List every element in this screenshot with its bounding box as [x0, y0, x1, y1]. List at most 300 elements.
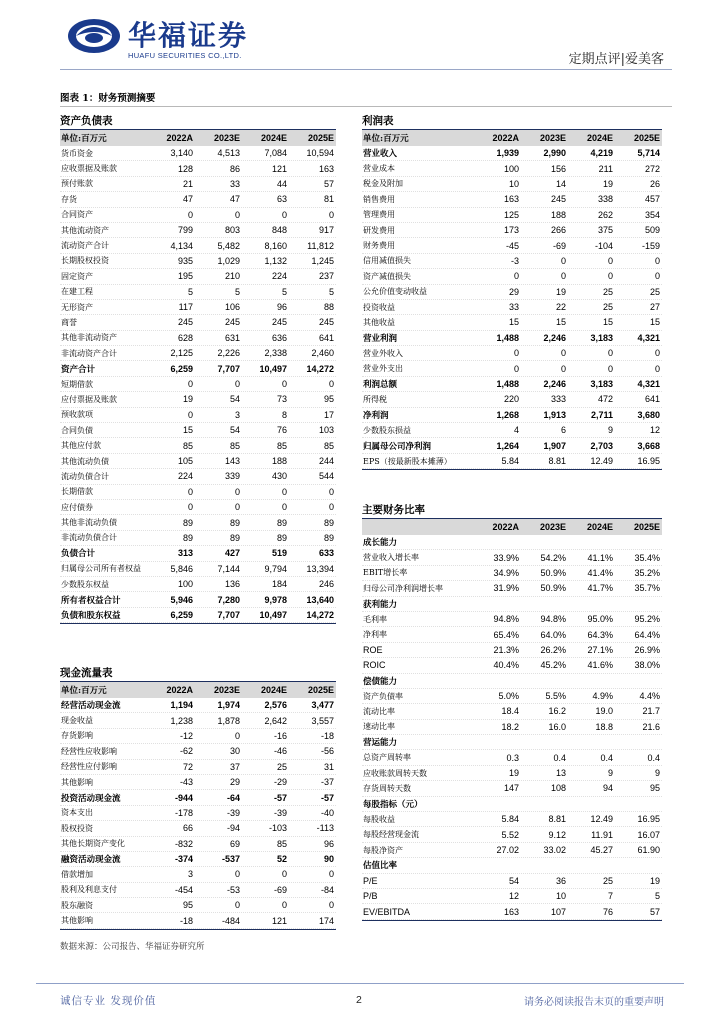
row-value: -69	[273, 884, 287, 895]
row-label: 资本支出	[61, 808, 93, 818]
row-label: 估值比率	[363, 861, 398, 872]
row-value: 0	[654, 348, 660, 359]
row-label: P/E	[363, 875, 378, 886]
figure-title-divider	[60, 106, 672, 107]
row-label: 投资收益	[363, 302, 395, 312]
row-value: -46	[273, 746, 287, 757]
row-value: 85	[323, 440, 334, 451]
row-label: 流动资产合计	[61, 241, 109, 251]
table-row	[60, 592, 336, 607]
row-value: 245	[271, 317, 287, 328]
row-value: 5.5%	[545, 691, 566, 702]
row-value: 19	[649, 875, 660, 886]
table-row	[60, 562, 336, 577]
row-value: 13,394	[306, 563, 334, 574]
row-value: 8	[281, 409, 287, 420]
table-row	[60, 469, 336, 484]
row-value: 5,482	[217, 240, 240, 251]
row-value: 95	[182, 900, 193, 911]
row-value: -57	[273, 792, 287, 803]
row-label: 非流动负债合计	[61, 533, 117, 543]
row-value: 1,264	[496, 440, 519, 451]
cash-flow-header-row	[60, 682, 336, 698]
row-value: 0	[281, 900, 287, 911]
row-value: 25	[602, 286, 613, 297]
row-value: 76	[602, 906, 613, 917]
row-value: 4,219	[590, 148, 613, 159]
table-row	[362, 750, 662, 765]
row-label: 偿债能力	[363, 676, 398, 687]
row-value: 57	[323, 178, 334, 189]
row-value: 121	[271, 915, 287, 926]
table-row	[362, 192, 662, 207]
year-header: 2024E	[260, 685, 287, 695]
row-value: 12	[649, 425, 660, 436]
row-label: 所有者权益合计	[61, 595, 121, 606]
row-value: 96	[276, 302, 287, 313]
table-row	[362, 208, 662, 223]
row-value: 50.9%	[540, 567, 566, 578]
row-label: 非流动资产合计	[61, 348, 117, 358]
row-value: 3,477	[311, 700, 334, 711]
row-value: 108	[550, 783, 566, 794]
income-statement-title: 利润表	[362, 114, 662, 130]
row-label: 流动负债合计	[61, 471, 109, 481]
table-row	[362, 550, 662, 565]
table-row	[60, 775, 336, 790]
row-label: 其他长期资产变化	[61, 839, 125, 849]
unit-label: 单位:百万元	[61, 134, 107, 144]
table-row	[362, 720, 662, 735]
table-row	[362, 735, 662, 750]
row-value: -57	[320, 792, 334, 803]
row-label: 其他流动负债	[61, 456, 109, 466]
row-value: 89	[229, 517, 240, 528]
row-value: 0	[607, 348, 613, 359]
table-row	[60, 361, 336, 376]
row-value: 95.2%	[634, 614, 660, 625]
row-label: 在建工程	[61, 287, 93, 297]
row-value: 103	[318, 425, 334, 436]
row-value: -56	[320, 746, 334, 757]
year-header: 2025E	[307, 685, 334, 695]
table-row	[362, 658, 662, 673]
year-header: 2023E	[213, 685, 240, 695]
row-value: 0	[513, 348, 519, 359]
row-value: 173	[503, 225, 519, 236]
table-row	[60, 423, 336, 438]
table-row	[60, 438, 336, 453]
row-label: 流动比率	[363, 706, 395, 716]
row-value: -43	[179, 777, 193, 788]
row-value: 0	[328, 900, 334, 911]
balance-sheet-title: 资产负债表	[60, 114, 336, 130]
row-value: 245	[550, 194, 566, 205]
row-value: 5,714	[637, 148, 660, 159]
row-value: 799	[177, 225, 193, 236]
row-label: 现金收益	[61, 716, 93, 726]
row-value: 188	[271, 456, 287, 466]
table-row	[362, 797, 662, 812]
row-value: 95	[649, 783, 660, 794]
table-row	[60, 608, 336, 623]
table-row	[362, 812, 662, 827]
row-value: 6,259	[170, 609, 193, 620]
row-label: 每股净资产	[363, 845, 403, 855]
row-value: 7,707	[217, 363, 240, 374]
row-value: 244	[318, 456, 334, 466]
table-end-rule	[60, 623, 336, 624]
year-header: 2022A	[166, 133, 193, 143]
row-label: 应付债券	[61, 502, 93, 512]
row-value: 35.2%	[634, 567, 660, 578]
row-value: 85	[276, 440, 287, 451]
row-value: 18.8	[595, 721, 613, 732]
row-value: 27.1%	[587, 644, 613, 655]
row-value: 262	[597, 209, 613, 220]
row-value: 50.9%	[540, 583, 566, 594]
table-row	[60, 208, 336, 223]
row-value: 628	[177, 332, 193, 343]
row-value: 1,245	[311, 255, 334, 266]
row-value: 121	[271, 163, 287, 174]
table-row	[362, 269, 662, 284]
footer-slogan: 诚信专业 发现价值	[60, 995, 157, 1007]
row-value: 0	[187, 409, 193, 420]
page-header	[0, 0, 724, 80]
row-value: 18.2	[501, 721, 519, 732]
row-value: 19.0	[595, 706, 613, 717]
row-value: 14,272	[306, 363, 334, 374]
row-value: 54	[229, 394, 240, 405]
row-value: 1,878	[217, 715, 240, 726]
cash-flow-rows	[60, 698, 336, 929]
financial-ratios-rows	[362, 535, 662, 920]
row-value: 8.81	[548, 456, 566, 466]
row-value: 237	[318, 271, 334, 282]
row-value: 0	[281, 379, 287, 390]
row-value: 4	[513, 425, 519, 436]
table-row	[362, 254, 662, 269]
row-value: 143	[224, 456, 240, 466]
row-value: 0	[187, 209, 193, 220]
row-value: 0	[513, 271, 519, 282]
row-value: 2,338	[264, 348, 287, 359]
row-value: 45.27	[590, 845, 613, 855]
row-label: 其他非流动负债	[61, 518, 117, 528]
row-value: 0	[654, 255, 660, 266]
row-value: 89	[182, 532, 193, 543]
table-row	[60, 729, 336, 744]
year-header: 2025E	[307, 133, 334, 143]
table-row	[60, 806, 336, 821]
row-label: 经营性应付影响	[61, 762, 117, 772]
row-value: 76	[276, 425, 287, 436]
row-label: 获利能力	[363, 599, 398, 610]
row-value: 16.07	[637, 829, 660, 840]
table-row	[362, 454, 662, 469]
row-value: -69	[552, 240, 566, 251]
row-value: 30	[229, 746, 240, 757]
row-value: 0	[281, 869, 287, 880]
table-row	[60, 531, 336, 546]
row-value: 9,978	[264, 594, 287, 605]
row-label: 长期股权投资	[61, 256, 109, 266]
row-value: 15	[602, 317, 613, 328]
row-value: 0	[607, 363, 613, 374]
row-label: 财务费用	[363, 241, 395, 251]
row-value: 85	[182, 440, 193, 451]
row-value: 163	[318, 163, 334, 174]
row-value: 5	[654, 891, 660, 902]
row-value: 36	[555, 875, 566, 886]
row-value: 41.4%	[587, 567, 613, 578]
table-row	[60, 269, 336, 284]
row-value: 125	[503, 209, 519, 220]
row-value: -944	[174, 792, 193, 803]
year-header: 2022A	[492, 133, 519, 143]
row-value: 10	[555, 891, 566, 902]
row-value: 4.9%	[592, 691, 613, 702]
table-row	[60, 577, 336, 592]
row-value: 16.2	[548, 706, 566, 717]
table-row	[362, 285, 662, 300]
row-value: -40	[320, 807, 334, 818]
row-value: 64.3%	[587, 629, 613, 640]
row-value: 15	[182, 425, 193, 436]
row-label: 其他应付款	[61, 441, 101, 451]
row-label: 短期借款	[61, 379, 93, 389]
row-value: 19	[555, 286, 566, 297]
row-value: 1,488	[496, 332, 519, 343]
row-value: 0	[328, 379, 334, 390]
row-label: EV/EBITDA	[363, 906, 411, 917]
row-label: 预收款项	[61, 410, 93, 420]
row-value: 44	[276, 178, 287, 189]
row-value: 40.4%	[493, 660, 519, 671]
row-value: 5.52	[501, 829, 519, 840]
year-header: 2023E	[213, 133, 240, 143]
row-value: 375	[597, 225, 613, 236]
company-logo-text: 华福证券	[128, 19, 249, 52]
row-value: 0	[234, 730, 240, 741]
row-value: 35.4%	[634, 552, 660, 563]
row-value: 0	[187, 502, 193, 513]
row-label: 管理费用	[363, 210, 395, 220]
row-label: 营业利润	[363, 333, 398, 344]
table-row	[60, 177, 336, 192]
balance-sheet-table	[60, 114, 336, 624]
row-label: 负债和股东权益	[61, 610, 121, 621]
row-value: 0	[654, 363, 660, 374]
row-label: P/B	[363, 891, 378, 902]
year-header: 2023E	[539, 522, 566, 532]
table-row	[362, 689, 662, 704]
row-value: -104	[594, 240, 613, 251]
row-value: 1,238	[170, 715, 193, 726]
row-value: 509	[644, 225, 660, 236]
row-value: 27	[649, 302, 660, 313]
table-row	[362, 581, 662, 596]
table-row	[60, 192, 336, 207]
table-row	[362, 643, 662, 658]
table-row	[60, 300, 336, 315]
row-value: 11.91	[591, 829, 613, 840]
row-value: 89	[323, 532, 334, 543]
table-row	[60, 790, 336, 805]
table-row	[60, 392, 336, 407]
row-value: 3,183	[590, 332, 613, 343]
row-value: 14,272	[306, 609, 334, 620]
row-value: 147	[503, 783, 519, 794]
table-end-rule	[60, 929, 336, 930]
row-value: 47	[182, 194, 193, 205]
row-value: 33.02	[543, 845, 566, 855]
row-value: 117	[178, 302, 193, 313]
row-value: 29	[508, 286, 519, 297]
row-value: 184	[271, 579, 287, 590]
row-value: 0	[607, 255, 613, 266]
row-value: 211	[598, 163, 613, 174]
row-value: 0	[234, 486, 240, 497]
row-label: 总资产周转率	[363, 753, 411, 763]
row-label: 成长能力	[363, 538, 398, 549]
row-value: 631	[224, 332, 240, 343]
year-header: 2022A	[492, 522, 519, 532]
table-row	[60, 515, 336, 530]
row-value: 2,226	[217, 348, 240, 359]
row-value: -84	[320, 884, 334, 895]
row-value: 11,812	[307, 240, 334, 251]
table-row	[362, 827, 662, 842]
row-label: 存货	[61, 194, 77, 204]
row-value: 105	[177, 456, 193, 466]
row-value: 2,642	[264, 715, 287, 726]
row-value: 12.49	[590, 814, 613, 825]
row-label: 应付票据及账款	[61, 394, 117, 404]
table-row	[60, 454, 336, 469]
row-value: 107	[550, 906, 566, 917]
row-label: 营业成本	[363, 164, 395, 174]
table-row	[60, 346, 336, 361]
row-label: 营业外收入	[363, 348, 403, 358]
row-value: 15	[555, 317, 566, 328]
row-label: 净利率	[363, 630, 387, 640]
row-value: 81	[323, 194, 334, 205]
table-row	[362, 408, 662, 423]
row-value: 0.4	[600, 752, 613, 763]
row-value: 15	[649, 317, 660, 328]
row-value: 0	[281, 502, 287, 513]
row-value: -484	[221, 915, 240, 926]
row-value: 29	[229, 777, 240, 788]
table-row	[60, 485, 336, 500]
row-label: 应收票据及账款	[61, 164, 117, 174]
row-value: 3,680	[637, 409, 660, 420]
row-value: 0	[328, 486, 334, 497]
balance-sheet-rows	[60, 146, 336, 623]
row-value: 5,846	[170, 563, 193, 574]
row-label: 货币资金	[61, 148, 93, 158]
row-value: 641	[318, 332, 334, 343]
row-label: ROE	[363, 644, 383, 655]
row-value: 457	[644, 194, 660, 205]
row-value: 1,907	[543, 440, 566, 451]
row-value: 0	[234, 209, 240, 220]
header-divider	[60, 69, 672, 70]
row-value: 63	[276, 194, 287, 205]
row-label: 负债合计	[61, 549, 96, 560]
table-row	[60, 500, 336, 515]
row-label: 研发费用	[363, 225, 395, 235]
row-value: 0	[281, 209, 287, 220]
row-value: 10,497	[259, 363, 287, 374]
table-row	[362, 874, 662, 889]
row-value: 94.8%	[493, 614, 519, 625]
income-statement-rows	[362, 146, 662, 469]
table-row	[362, 146, 662, 161]
row-value: -37	[320, 777, 334, 788]
table-row	[60, 837, 336, 852]
row-value: 89	[276, 532, 287, 543]
row-value: 64.4%	[634, 629, 660, 640]
row-value: 427	[224, 548, 240, 559]
row-value: 41.1%	[587, 552, 613, 563]
income-statement-table	[362, 114, 662, 470]
row-value: 0	[234, 869, 240, 880]
row-label: 合同负债	[61, 425, 93, 435]
row-label: 借款增加	[61, 869, 93, 879]
row-label: ROIC	[363, 660, 386, 671]
row-value: 3	[187, 869, 193, 880]
table-row	[60, 698, 336, 713]
row-value: -53	[226, 884, 240, 895]
row-value: 95.0%	[587, 614, 613, 625]
row-value: 3,140	[170, 148, 193, 159]
row-value: 5	[328, 286, 334, 297]
table-end-rule	[362, 469, 662, 470]
row-value: 86	[229, 163, 240, 174]
row-value: 25	[649, 286, 660, 297]
row-value: 0	[187, 379, 193, 390]
row-value: 52	[276, 854, 287, 865]
table-row	[60, 161, 336, 176]
financial-ratios-title: 主要财务比率	[362, 503, 662, 519]
row-value: -64	[226, 792, 240, 803]
row-value: 94.8%	[540, 614, 566, 625]
cash-flow-table	[60, 666, 336, 930]
row-value: 1,194	[170, 700, 193, 711]
year-header: 2022A	[166, 685, 193, 695]
row-label: 股权投资	[61, 823, 93, 833]
row-value: 163	[503, 194, 519, 205]
row-value: 22	[555, 302, 566, 313]
row-value: -18	[179, 915, 193, 926]
row-label: 融资活动现金流	[61, 855, 121, 866]
row-value: -16	[273, 730, 287, 741]
row-label: 净利润	[363, 410, 389, 421]
row-label: 存货影响	[61, 731, 93, 741]
row-value: 5	[281, 286, 287, 297]
table-row	[60, 546, 336, 561]
row-value: -45	[505, 240, 519, 251]
row-value: 0	[234, 379, 240, 390]
row-value: 4,321	[637, 379, 660, 390]
row-value: 66	[182, 823, 193, 834]
row-value: 3,557	[311, 715, 334, 726]
cash-flow-title: 现金流量表	[60, 666, 336, 682]
row-value: -39	[226, 807, 240, 818]
